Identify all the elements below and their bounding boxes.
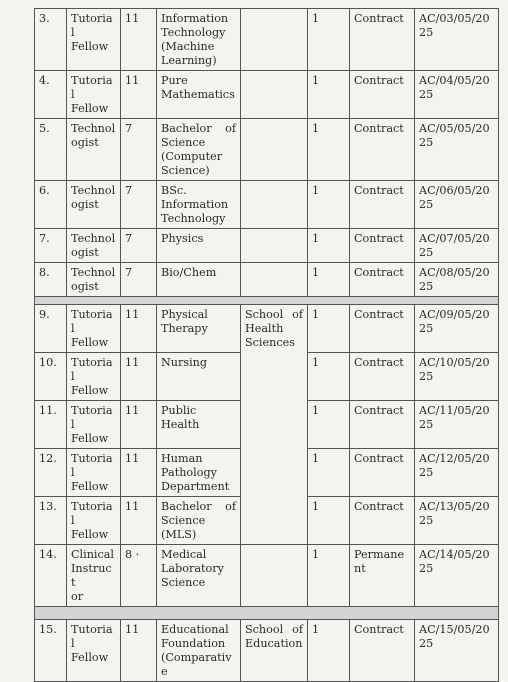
field-cell: Educational Foundation (Comparative (157, 620, 241, 682)
post-cell: Technol ogist (67, 263, 121, 297)
reference-cell: AC/07/05/2025 (415, 229, 499, 263)
row-number: 7. (35, 229, 67, 263)
grade-cell: 11 (121, 71, 157, 119)
table-row (35, 71, 499, 119)
vacancy-table (34, 8, 499, 682)
school-cell (241, 181, 308, 229)
post-cell: Tutorial Fellow (67, 353, 121, 401)
row-number: 4. (35, 71, 67, 119)
contract-type-cell: Contract (350, 353, 415, 401)
section-separator (35, 297, 499, 305)
field-cell: Medical Laboratory Science (157, 545, 241, 607)
grade-cell: 11 (121, 620, 157, 682)
quantity-cell: 1 (308, 263, 350, 297)
grade-cell: 11 (121, 353, 157, 401)
field-cell: Bachelor of Science (Computer Science) (157, 119, 241, 181)
field-cell: Physics (157, 229, 241, 263)
field-cell: Information Technology (Machine Learning) (157, 9, 241, 71)
grade-cell: 7 (121, 229, 157, 263)
reference-cell: AC/09/05/2025 (415, 305, 499, 353)
quantity-cell: 1 (308, 545, 350, 607)
field-cell: Physical Therapy (157, 305, 241, 353)
table-row (35, 9, 499, 71)
contract-type-cell: Contract (350, 401, 415, 449)
school-cell (241, 263, 308, 297)
school-cell (241, 71, 308, 119)
school-cell: School of Education (241, 620, 308, 682)
grade-cell: 7 (121, 181, 157, 229)
quantity-cell: 1 (308, 71, 350, 119)
contract-type-cell: Contract (350, 449, 415, 497)
post-cell: Technol ogist (67, 229, 121, 263)
quantity-cell: 1 (308, 497, 350, 545)
reference-cell: AC/04/05/2025 (415, 71, 499, 119)
row-number: 8. (35, 263, 67, 297)
grade-cell: 11 (121, 449, 157, 497)
contract-type-cell: Contract (350, 263, 415, 297)
table-row (35, 181, 499, 229)
field-cell: Bio/Chem (157, 263, 241, 297)
quantity-cell: 1 (308, 620, 350, 682)
grade-cell: 7 (121, 263, 157, 297)
table-row (35, 620, 499, 682)
school-cell (241, 229, 308, 263)
row-number: 14. (35, 545, 67, 607)
row-number: 6. (35, 181, 67, 229)
post-cell: Tutorial Fellow (67, 497, 121, 545)
post-cell: Tutorial Fellow (67, 401, 121, 449)
row-number: 13. (35, 497, 67, 545)
grade-cell: 11 (121, 9, 157, 71)
row-number: 10. (35, 353, 67, 401)
post-cell: Tutorial Fellow (67, 9, 121, 71)
grade-cell: 11 (121, 497, 157, 545)
reference-cell: AC/12/05/2025 (415, 449, 499, 497)
row-number: 11. (35, 401, 67, 449)
field-cell: Bachelor of Science (MLS) (157, 497, 241, 545)
contract-type-cell: Permanent (350, 545, 415, 607)
quantity-cell: 1 (308, 305, 350, 353)
row-number: 12. (35, 449, 67, 497)
quantity-cell: 1 (308, 229, 350, 263)
grade-cell: 8 · (121, 545, 157, 607)
reference-cell: AC/10/05/2025 (415, 353, 499, 401)
field-cell: Nursing (157, 353, 241, 401)
contract-type-cell: Contract (350, 620, 415, 682)
separator-cell (35, 297, 499, 305)
reference-cell: AC/06/05/2025 (415, 181, 499, 229)
school-cell (241, 9, 308, 71)
grade-cell: 7 (121, 119, 157, 181)
post-cell: Tutorial Fellow (67, 620, 121, 682)
field-cell: Human Pathology Department (157, 449, 241, 497)
section-separator (35, 607, 499, 620)
reference-cell: AC/03/05/2025 (415, 9, 499, 71)
contract-type-cell: Contract (350, 305, 415, 353)
field-cell: Public Health (157, 401, 241, 449)
quantity-cell: 1 (308, 449, 350, 497)
field-cell: Pure Mathematics (157, 71, 241, 119)
reference-cell: AC/13/05/2025 (415, 497, 499, 545)
contract-type-cell: Contract (350, 229, 415, 263)
reference-cell: AC/14/05/2025 (415, 545, 499, 607)
table-row (35, 229, 499, 263)
table-row (35, 263, 499, 297)
quantity-cell: 1 (308, 401, 350, 449)
quantity-cell: 1 (308, 181, 350, 229)
post-cell: Tutorial Fellow (67, 449, 121, 497)
contract-type-cell: Contract (350, 119, 415, 181)
school-cell (241, 119, 308, 181)
quantity-cell: 1 (308, 119, 350, 181)
table-row (35, 305, 499, 353)
row-number: 5. (35, 119, 67, 181)
row-number: 9. (35, 305, 67, 353)
quantity-cell: 1 (308, 353, 350, 401)
school-cell (241, 545, 308, 607)
contract-type-cell: Contract (350, 71, 415, 119)
table-row (35, 119, 499, 181)
row-number: 3. (35, 9, 67, 71)
contract-type-cell: Contract (350, 9, 415, 71)
post-cell: Clinical Instruct or (67, 545, 121, 607)
reference-cell: AC/08/05/2025 (415, 263, 499, 297)
school-cell: School of Health Sciences (241, 305, 308, 545)
reference-cell: AC/05/05/2025 (415, 119, 499, 181)
grade-cell: 11 (121, 305, 157, 353)
row-number: 15. (35, 620, 67, 682)
contract-type-cell: Contract (350, 497, 415, 545)
post-cell: Tutorial Fellow (67, 71, 121, 119)
contract-type-cell: Contract (350, 181, 415, 229)
field-cell: BSc. Information Technology (157, 181, 241, 229)
separator-cell (35, 607, 499, 620)
table-row (35, 545, 499, 607)
post-cell: Technol ogist (67, 119, 121, 181)
reference-cell: AC/11/05/2025 (415, 401, 499, 449)
post-cell: Tutorial Fellow (67, 305, 121, 353)
grade-cell: 11 (121, 401, 157, 449)
quantity-cell: 1 (308, 9, 350, 71)
post-cell: Technol ogist (67, 181, 121, 229)
reference-cell: AC/15/05/2025 (415, 620, 499, 682)
